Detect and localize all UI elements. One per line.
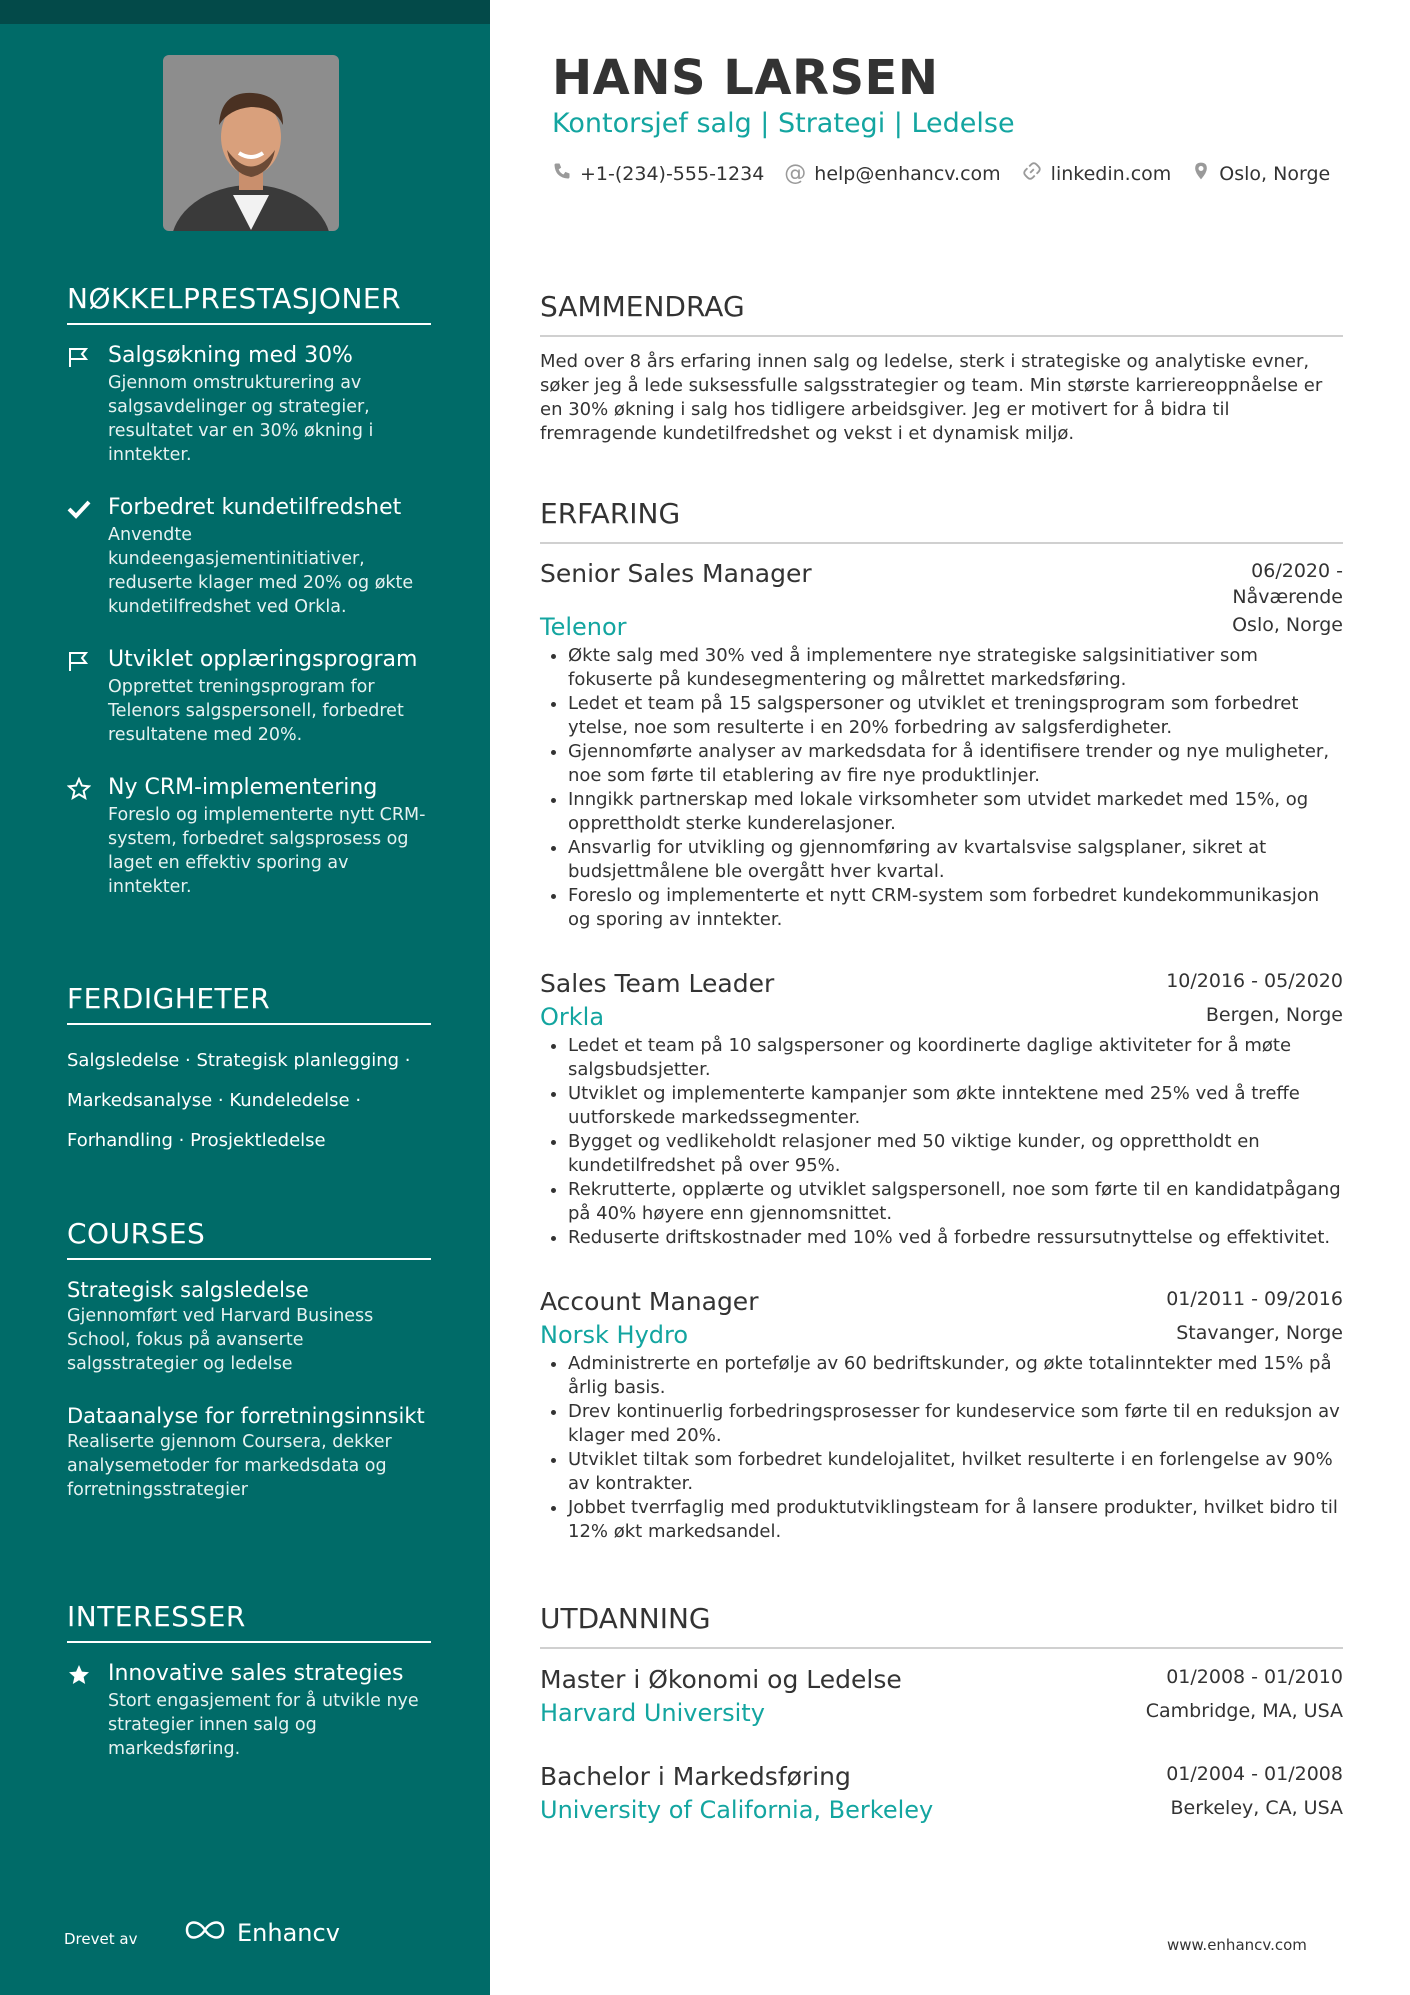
job-date: 06/2020 - Nåværende — [1232, 560, 1343, 608]
course-desc: Realiserte gjennom Coursera, dekker analysemetoder for markedsdata og forretningsstrategier — [67, 1432, 392, 1500]
degree-title: Master i Økonomi og Ledelse — [540, 1665, 902, 1694]
at-icon: @ — [784, 161, 807, 186]
achievement-desc: Opprettet treningsprogram for Telenors salgspersonell, forbedret resultatene med 20%. — [108, 677, 404, 745]
flag-icon — [67, 345, 91, 369]
skills-line: Forhandling · Prosjektledelse — [67, 1130, 326, 1151]
course-title: Strategisk salgsledelse — [67, 1278, 309, 1302]
school-name[interactable]: University of California, Berkeley — [540, 1796, 934, 1824]
job-location: Stavanger, Norge — [1176, 1322, 1343, 1344]
list-item: • Økte salg med 30% ved å implementere nye strategiske salgsinitiativer som fokuserte på kundesegmentering og målrettet markedsføring. — [568, 644, 1343, 692]
job-entry — [540, 1286, 1343, 1544]
infinity-logo-icon — [183, 1918, 227, 1948]
achievement-title: Utviklet opplæringsprogram — [108, 647, 418, 672]
interests-section — [67, 1600, 431, 1787]
education-date: 01/2008 - 01/2010 — [1166, 1666, 1343, 1688]
job-bullets — [540, 644, 1343, 932]
job-entry — [540, 968, 1343, 1250]
job-title: Account Manager — [540, 1287, 759, 1316]
list-item: • Inngikk partnerskap med lokale virksomheter som utvidet markedet med 15%, og opprettholdt sterke kunderelasjoner. — [568, 788, 1343, 836]
phone-text: +1-(234)-555-1234 — [580, 162, 765, 185]
education-date: 01/2004 - 01/2008 — [1166, 1763, 1343, 1785]
degree-title: Bachelor i Markedsføring — [540, 1762, 851, 1791]
phone-icon — [552, 161, 572, 186]
contact-phone[interactable] — [552, 160, 764, 187]
skills-section — [67, 982, 431, 1161]
profile-photo — [163, 55, 339, 231]
candidate-headline: Kontorsjef salg | Strategi | Ledelse — [552, 108, 1015, 139]
summary-title: SAMMENDRAG — [540, 290, 1343, 337]
contact-linkedin[interactable] — [1021, 160, 1172, 187]
company-name[interactable]: Orkla — [540, 1003, 605, 1031]
link-icon — [1021, 160, 1043, 187]
list-item: • Rekrutterte, opplærte og utviklet salgspersonell, noe som førte til en kandidatpågang på 40% høyere enn gjennomsnittet. — [568, 1178, 1343, 1226]
contact-location — [1191, 160, 1330, 187]
job-date: 01/2011 - 09/2016 — [1166, 1288, 1343, 1310]
school-name[interactable]: Harvard University — [540, 1699, 765, 1727]
education-entry — [540, 1664, 1343, 1730]
location-pin-icon — [1191, 160, 1211, 187]
candidate-name: HANS LARSEN — [552, 50, 939, 106]
education-entry — [540, 1761, 1343, 1827]
list-item: • Foreslo og implementerte et nytt CRM-system som forbedret kundekommunikasjon og sporing av inntekter. — [568, 884, 1343, 932]
list-item: • Reduserte driftskostnader med 10% ved å forbedre ressursutnyttelse og effektivitet. — [568, 1226, 1343, 1250]
education-location: Cambridge, MA, USA — [1145, 1700, 1343, 1722]
achievement-item — [67, 341, 431, 467]
achievement-item — [67, 773, 431, 899]
list-item: • Administrerte en portefølje av 60 bedriftskunder, og økte totalinntekter med 15% på årlig basis. — [568, 1352, 1343, 1400]
email-text: help@enhancv.com — [814, 162, 1001, 185]
job-location: Oslo, Norge — [1232, 614, 1343, 636]
list-item: • Jobbet tverrfaglig med produktutviklingsteam for å lansere produkter, hvilket bidro til 12% økt markedsandel. — [568, 1496, 1343, 1544]
job-date: 10/2016 - 05/2020 — [1166, 970, 1343, 992]
achievement-title: Salgsøkning med 30% — [108, 343, 353, 368]
education-title: UTDANNING — [540, 1602, 1343, 1649]
job-title: Sales Team Leader — [540, 969, 775, 998]
footer-url[interactable]: www.enhancv.com — [1167, 1936, 1307, 1954]
enhancv-logo[interactable] — [183, 1918, 340, 1948]
achievements-section — [67, 282, 431, 925]
course-desc: Gjennomført ved Harvard Business School, fokus på avanserte salgsstrategier og ledelse — [67, 1306, 374, 1374]
job-bullets — [540, 1352, 1343, 1544]
summary-text: Med over 8 års erfaring innen salg og ledelse, sterk i strategiske og analytiske evner, søker jeg å lede suksessfulle salgsstrategier og team. Min største karriereoppnåelse er en 30% økning i salg hos tidligere arbeidsgiver. Jeg er motivert for å bidra til fremragende kundetilfredshet og vekst i et dynamisk miljø. — [540, 351, 1323, 444]
location-text: Oslo, Norge — [1219, 162, 1331, 185]
experience-title: ERFARING — [540, 497, 1343, 544]
brand-name: Enhancv — [237, 1919, 340, 1947]
courses-title: COURSES — [67, 1217, 431, 1260]
list-item: • Gjennomførte analyser av markedsdata for å identifisere trender og nye muligheter, noe som førte til etablering av fire nye produktlinjer. — [568, 740, 1343, 788]
contact-bar — [552, 160, 1330, 187]
check-icon — [67, 497, 91, 521]
list-item: • Bygget og vedlikeholdt relasjoner med 50 viktige kunder, og opprettholdt en kundetilfredshet på over 95%. — [568, 1130, 1343, 1178]
company-name[interactable]: Norsk Hydro — [540, 1321, 689, 1349]
sidebar-top-bar — [0, 0, 490, 24]
achievement-title: Ny CRM-implementering — [108, 775, 378, 800]
list-item: • Utviklet tiltak som forbedret kundelojalitet, hvilket resulterte i en forlengelse av 90% av kontrakter. — [568, 1448, 1343, 1496]
achievement-item — [67, 645, 431, 747]
achievement-desc: Anvendte kundeengasjementinitiativer, reduserte klager med 20% og økte kundetilfredshet ved Orkla. — [108, 525, 414, 617]
interest-desc: Stort engasjement for å utvikle nye strategier innen salg og markedsføring. — [108, 1691, 419, 1759]
interest-item — [67, 1659, 431, 1761]
list-item: • Ledet et team på 10 salgspersoner og koordinerte daglige aktiviteter for å møte salgsbudsjetter. — [568, 1034, 1343, 1082]
course-item — [67, 1402, 431, 1502]
interest-title: Innovative sales strategies — [108, 1661, 404, 1686]
achievement-desc: Foreslo og implementerte nytt CRM-system, forbedret salgsprosess og laget en effektiv sporing av inntekter. — [108, 805, 426, 897]
course-item — [67, 1276, 431, 1376]
contact-email[interactable] — [784, 160, 1000, 187]
star-filled-icon — [67, 1663, 91, 1687]
interests-title: INTERESSER — [67, 1600, 431, 1643]
skills-line: Markedsanalyse · Kundeledelse · — [67, 1090, 362, 1111]
skills-line: Salgsledelse · Strategisk planlegging · — [67, 1050, 411, 1071]
company-name[interactable]: Telenor — [540, 613, 627, 641]
education-location: Berkeley, CA, USA — [1170, 1797, 1343, 1819]
sidebar — [0, 0, 490, 1995]
list-item: • Ansvarlig for utvikling og gjennomføring av kvartalsvise salgsplaner, sikret at budsjettmålene ble overgått hver kvartal. — [568, 836, 1343, 884]
skills-list — [67, 1041, 431, 1161]
achievement-item — [67, 493, 431, 619]
achievement-desc: Gjennom omstrukturering av salgsavdelinger og strategier, resultatet var en 30% økning i inntekter. — [108, 373, 374, 465]
job-location: Bergen, Norge — [1205, 1004, 1343, 1026]
job-bullets — [540, 1034, 1343, 1250]
list-item: • Ledet et team på 15 salgspersoner og utviklet et treningsprogram som forbedret ytelse, noe som resulterte i en 20% forbedring av salgsferdigheter. — [568, 692, 1343, 740]
list-item: • Drev kontinuerlig forbedringsprosesser for kundeservice som førte til en reduksjon av klager med 20%. — [568, 1400, 1343, 1448]
achievement-title: Forbedret kundetilfredshet — [108, 495, 402, 520]
flag-icon — [67, 649, 91, 673]
list-item: • Utviklet og implementerte kampanjer som økte inntektene med 25% ved å treffe uutforskede markedssegmenter. — [568, 1082, 1343, 1130]
powered-by-label: Drevet av — [64, 1930, 138, 1948]
linkedin-text: linkedin.com — [1050, 162, 1172, 185]
star-outline-icon — [67, 777, 91, 801]
skills-title: FERDIGHETER — [67, 982, 431, 1025]
course-title: Dataanalyse for forretningsinnsikt — [67, 1404, 425, 1428]
job-title: Senior Sales Manager — [540, 559, 812, 588]
courses-section — [67, 1217, 431, 1528]
job-entry — [540, 558, 1343, 932]
achievements-title: NØKKELPRESTASJONER — [67, 282, 431, 325]
